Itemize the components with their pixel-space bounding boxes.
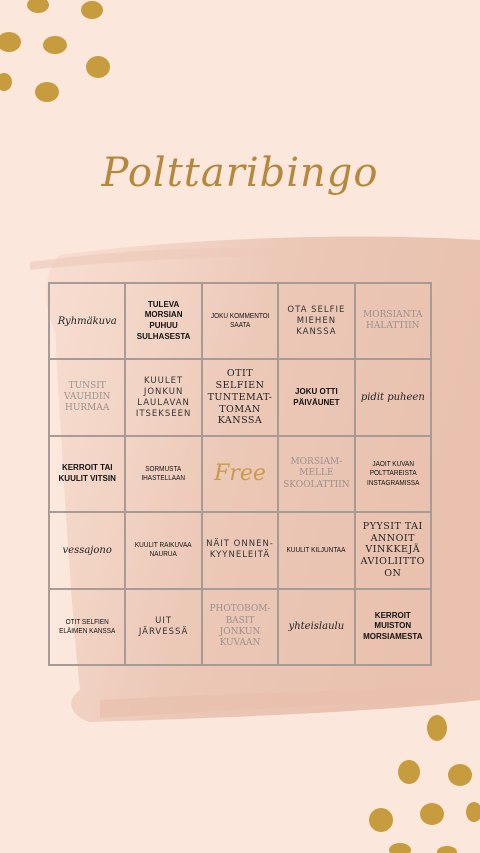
bingo-cell[interactable] bbox=[278, 589, 354, 665]
gold-dot bbox=[398, 760, 420, 784]
bingo-cell[interactable] bbox=[49, 512, 125, 588]
bingo-cell-text: Ryhmäkuva bbox=[57, 315, 117, 327]
bingo-cell-text: UIT JÄRVESSÄ bbox=[138, 615, 189, 637]
bingo-cell-text: KUULIT KILJUNTAA bbox=[286, 546, 346, 554]
gold-dot bbox=[27, 0, 49, 13]
bingo-cell-text: pidit puheen bbox=[360, 392, 425, 404]
bingo-cell[interactable] bbox=[355, 589, 431, 665]
bingo-cell[interactable] bbox=[355, 436, 431, 512]
gold-dot bbox=[369, 808, 393, 832]
bingo-cell-text: OTIT SELFIEN ELÄIMEN KANSSA bbox=[59, 618, 116, 635]
bingo-grid bbox=[48, 282, 432, 666]
gold-dot bbox=[0, 73, 12, 91]
bingo-cell-text: MORSIANTA HALATTIIN bbox=[363, 309, 423, 332]
bingo-cell-text: Free bbox=[214, 461, 266, 487]
gold-dot bbox=[437, 846, 457, 853]
bingo-cell[interactable] bbox=[202, 512, 278, 588]
bingo-cell[interactable] bbox=[278, 283, 354, 359]
gold-dots-top-left bbox=[0, 0, 110, 102]
gold-dots-bottom-right bbox=[369, 715, 480, 853]
page-title: Polttaribingo bbox=[101, 150, 379, 196]
gold-dot bbox=[420, 803, 444, 825]
bingo-cell[interactable] bbox=[125, 436, 201, 512]
bingo-cell-text: KUULIT RAIKUVAA NAURUA bbox=[135, 542, 192, 559]
bingo-cell-text: TULEVA MORSIAN PUHUU SULHASESTA bbox=[136, 299, 191, 341]
bingo-cell-text: NÄIT ONNEN-KYYNELEITÄ bbox=[206, 539, 274, 561]
bingo-cell[interactable] bbox=[202, 283, 278, 359]
gold-dot bbox=[0, 32, 21, 52]
bingo-cell[interactable] bbox=[49, 436, 125, 512]
bingo-cell-text: vessajono bbox=[62, 544, 112, 556]
gold-dot bbox=[466, 802, 480, 822]
bingo-cell[interactable] bbox=[278, 512, 354, 588]
bingo-cell[interactable] bbox=[202, 589, 278, 665]
bingo-cell[interactable] bbox=[49, 589, 125, 665]
bingo-cell[interactable] bbox=[355, 359, 431, 435]
bingo-cell[interactable] bbox=[278, 436, 354, 512]
gold-dot bbox=[35, 82, 59, 102]
bingo-cell[interactable] bbox=[125, 359, 201, 435]
bingo-cell-text: OTIT SELFIEN TUNTEMAT-TOMAN KANSSA bbox=[207, 367, 273, 427]
bingo-cell[interactable] bbox=[49, 283, 125, 359]
bingo-cell[interactable] bbox=[355, 512, 431, 588]
bingo-cell-text: PHOTOBOM-BASIT JONKUN KUVAAN bbox=[209, 604, 271, 649]
bingo-cell-text: TUNSIT VAUHDIN HURMAA bbox=[63, 380, 111, 414]
bingo-cell-text: KERROIT MUISTON MORSIAMESTA bbox=[363, 610, 423, 642]
bingo-cell[interactable] bbox=[202, 359, 278, 435]
bingo-cell-text: MORSIAM-MELLE SKOOLATTIIN bbox=[283, 457, 350, 490]
bingo-cell[interactable] bbox=[125, 589, 201, 665]
bingo-cell-text: KUULET JONKUN LAULAVAN ITSEKSEEN bbox=[135, 375, 192, 419]
bingo-cell-text: JOKU KOMMENTOI SAATA bbox=[210, 313, 270, 330]
bingo-cell[interactable] bbox=[355, 283, 431, 359]
gold-dot bbox=[389, 843, 411, 853]
bingo-cell-text: SORMUSTA IHASTELLAAN bbox=[141, 465, 186, 482]
bingo-cell-free[interactable] bbox=[202, 436, 278, 512]
bingo-cell-text: yhteislaulu bbox=[288, 621, 345, 633]
bingo-cell[interactable] bbox=[49, 359, 125, 435]
bingo-cell[interactable] bbox=[125, 283, 201, 359]
bingo-cell[interactable] bbox=[278, 359, 354, 435]
gold-dot bbox=[448, 764, 472, 786]
bingo-cell-text: OTA SELFIE MIEHEN KANSSA bbox=[287, 304, 346, 337]
gold-dot bbox=[427, 715, 447, 741]
bingo-cell-text: PYYSIT TAI ANNOIT VINKKEJÄ AVIOLIITTOON bbox=[360, 520, 425, 580]
bingo-cell-text: JOKU OTTI PÄIVÄUNET bbox=[293, 386, 340, 407]
bingo-cell-text: KERROIT TAI KUULIT VITSIN bbox=[58, 463, 116, 483]
gold-dot bbox=[43, 36, 67, 54]
gold-dot bbox=[86, 56, 110, 78]
gold-dot bbox=[81, 1, 103, 19]
bingo-cell-text: JAOIT KUVAN POLTTAREISTA INSTAGRAMISSA bbox=[366, 461, 420, 487]
bingo-cell[interactable] bbox=[125, 512, 201, 588]
